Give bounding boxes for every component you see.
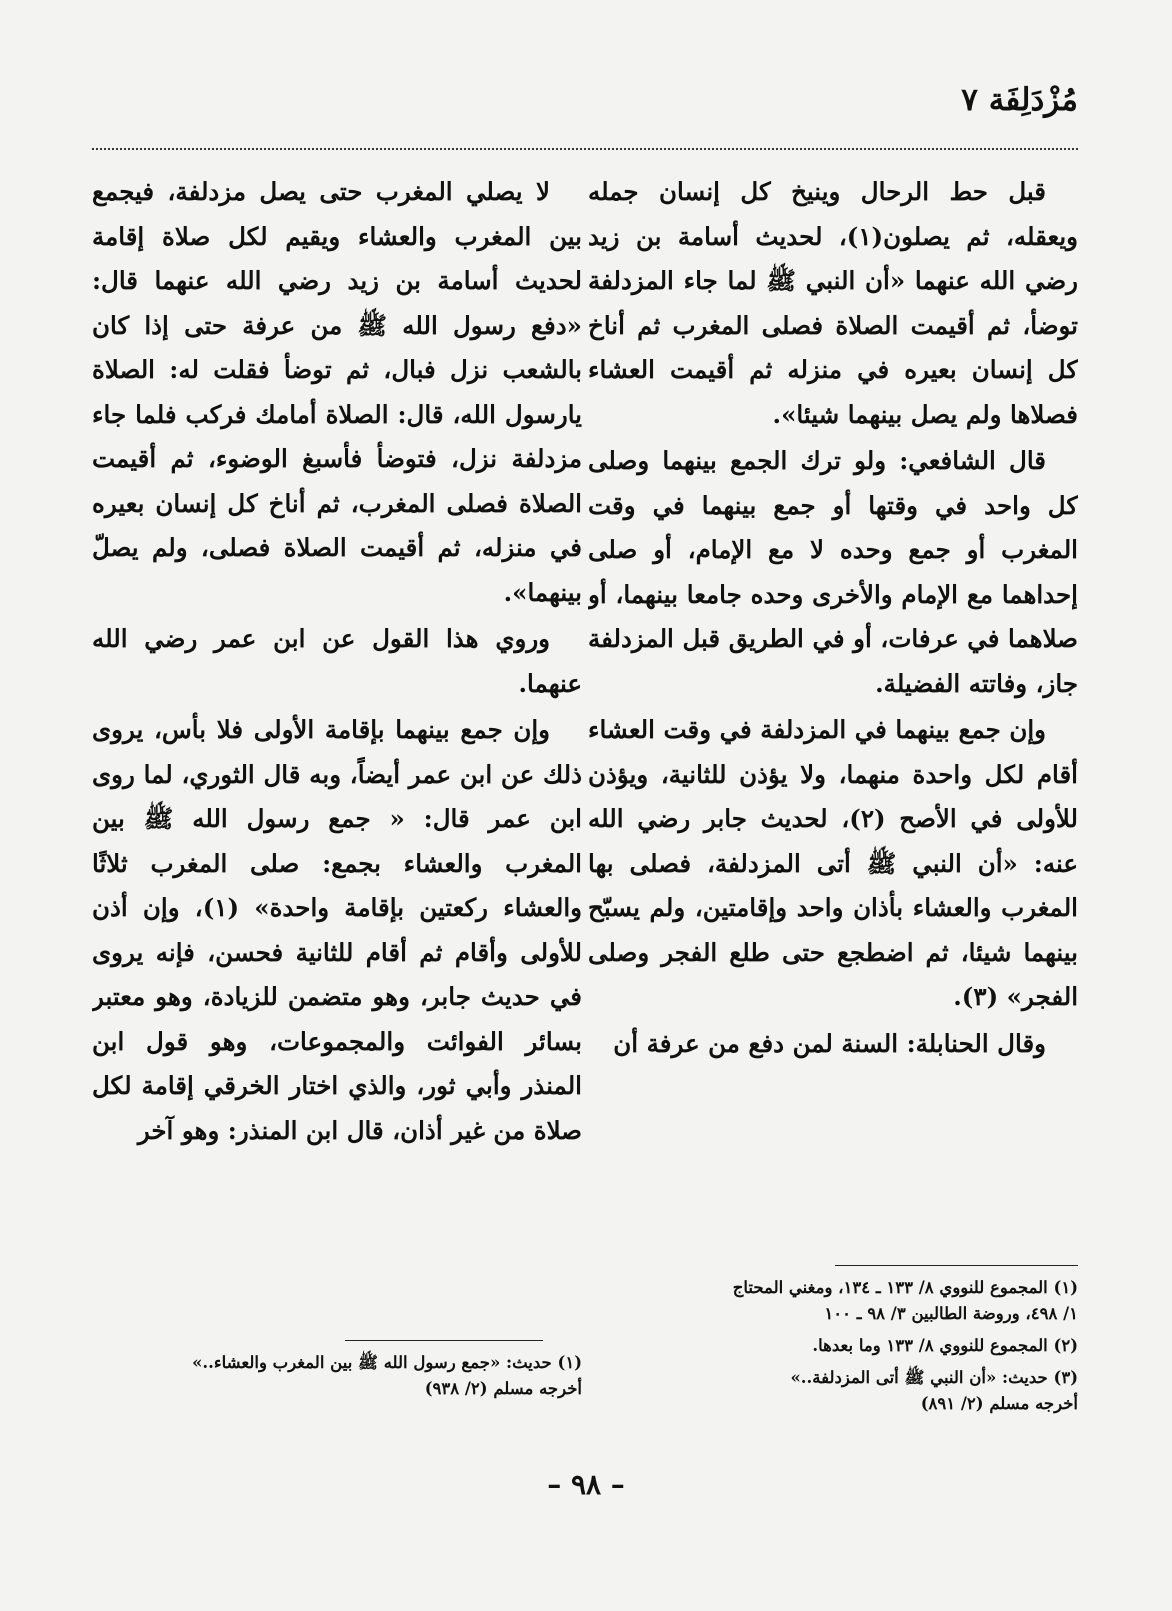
footnote-right-3: [588, 1365, 1078, 1415]
footnote-right-1-line-1: (١) المجموع للنووي ٨/ ١٣٣ ـ ١٣٤، ومغني المحتاج: [732, 1278, 1078, 1297]
footnote-rule-right: [835, 1265, 1078, 1266]
footnote-right-2: [588, 1333, 1078, 1359]
right-paragraph-2: قال الشافعي: ولو ترك الجمع بينهما وصلى كل واحد في وقتها أو جمع بينهما في وقت المغرب أو جمع وحده لا مع الإمام، أو صلى إحداهما مع الإمام والأخرى وحده جامعا بينهما، أو صلاهما في عرفات، أو في الطريق قبل المزدلفة جاز، وفاتته الفضيلة.: [588, 446, 1078, 698]
footnote-rule-left: [345, 1340, 543, 1341]
footnote-left-1-line-2: أخرجه مسلم (٢/ ٩٣٨): [424, 1379, 582, 1398]
left-paragraph-2: وروي هذا القول عن ابن عمر رضي الله عنهما.: [92, 624, 582, 698]
footnote-right-3-line-2: أخرجه مسلم (٢/ ٨٩١): [920, 1394, 1078, 1413]
page-number: – ٩٨ –: [547, 1468, 625, 1501]
footnote-left-1: [92, 1350, 582, 1402]
right-paragraph-3: وإن جمع بينهما في المزدلفة في وقت العشاء أقام لكل واحدة منهما، ولا يؤذن للثانية، ويؤذن للأولى في الأصح (٢)، لحديث جابر رضي الله عنه: «أن النبي ﷺ أتى المزدلفة، فصلى بها المغرب والعشاء بأذان واحد وإقامتين، ولم يسبّح بينهما شيئا، ثم اضطجع حتى طلع الفجر وصلى الفجر» (٣).: [588, 715, 1078, 1011]
right-paragraph-4: وقال الحنابلة: السنة لمن دفع من عرفة أن: [613, 1028, 1046, 1058]
right-paragraph-1: قبل حط الرحال وينيخ كل إنسان جمله ويعقله، ثم يصلون(١)، لحديث أسامة بن زيد رضي الله عنهما «أن النبي ﷺ لما جاء المزدلفة توضأ، ثم أقيمت الصلاة فصلى المغرب ثم أناخ كل إنسان بعيره في منزله ثم أقيمت العشاء فصلاها ولم يصل بينهما شيئا».: [588, 177, 1078, 429]
right-column: [588, 170, 1078, 1245]
footnote-right-3-line-1: (٣) حديث: «أن النبي ﷺ أتى المزدلفة..»: [790, 1368, 1078, 1387]
left-paragraph-1: لا يصلي المغرب حتى يصل مزدلفة، فيجمع بين المغرب والعشاء ويقيم لكل صلاة إقامة لحديث أسامة بن زيد رضي الله عنهما قال: «دفع رسول الله ﷺ من عرفة حتى إذا كان بالشعب نزل فبال، ثم توضأ فقلت له: الصلاة يارسول الله، قال: الصلاة أمامك فركب فلما جاء مزدلفة نزل، فتوضأ فأسبغ الوضوء، ثم أقيمت الصلاة فصلى المغرب، ثم أناخ كل إنسان بعيره في منزله، ثم أقيمت الصلاة فصلى، ولم يصلّ بينهما».: [92, 177, 582, 607]
footnotes-right: [588, 1275, 1078, 1415]
footnote-left-1-line-1: (١) حديث: «جمع رسول الله ﷺ بين المغرب والعشاء..»: [192, 1353, 582, 1372]
footnote-right-2-line-1: (٢) المجموع للنووي ٨/ ١٣٣ وما بعدها.: [812, 1336, 1078, 1355]
page-header: [92, 82, 1078, 138]
page-title: مُزْدَلِفَة ٧: [961, 82, 1078, 118]
footnotes-left: [92, 1350, 582, 1420]
left-column: [92, 170, 582, 1320]
footnote-right-1: [588, 1275, 1078, 1327]
footnote-right-1-line-2: ١/ ٤٩٨، وروضة الطالبين ٣/ ٩٨ ـ ١٠٠: [824, 1304, 1078, 1323]
left-paragraph-3: وإن جمع بينهما بإقامة الأولى فلا بأس، يروى ذلك عن ابن عمر أيضاً، وبه قال الثوري، لما روى ابن عمر قال: « جمع رسول الله ﷺ بين المغرب والعشاء بجمع: صلى المغرب ثلاثًا والعشاء ركعتين بإقامة واحدة» (١)، وإن أذن للأولى وأقام ثم أقام للثانية فحسن، فإنه يروى في حديث جابر، وهو متضمن للزيادة، وهو معتبر بسائر الفوائت والمجموعات، وهو قول ابن المنذر وأبي ثور، والذي اختار الخرقي إقامة لكل صلاة من غير أذان، قال ابن المنذر: وهو آخر: [92, 715, 582, 1145]
header-dotted-rule: [92, 148, 1078, 150]
